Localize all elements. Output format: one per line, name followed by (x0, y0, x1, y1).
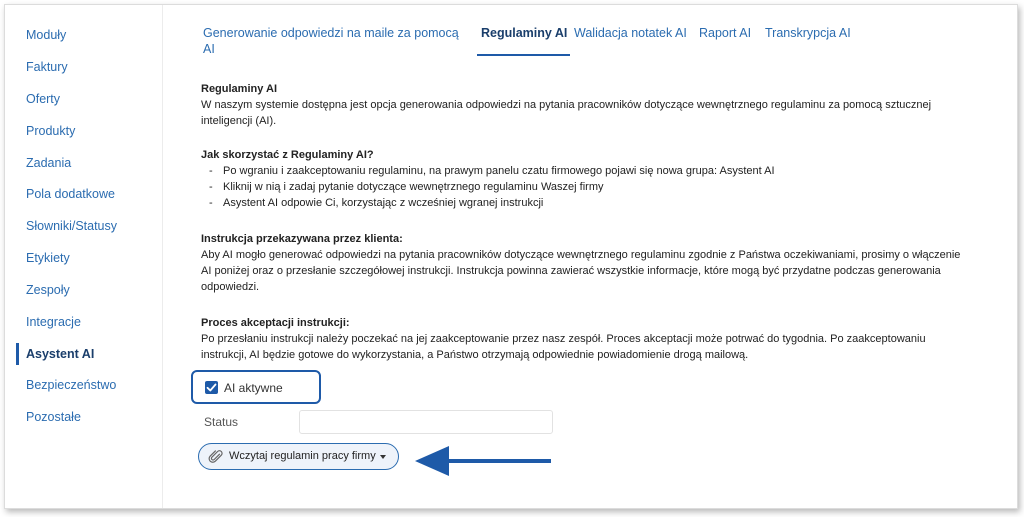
check-icon (206, 382, 217, 393)
sidebar-item-zadania[interactable]: Zadania (26, 156, 72, 170)
section-title: Jak skorzystać z Regulaminy AI? (201, 149, 374, 161)
sidebar-item-bezpieczenstwo[interactable]: Bezpieczeństwo (26, 378, 117, 392)
app-window (4, 4, 1018, 509)
tab-walidacja-notatek[interactable]: Walidacja notatek AI (574, 26, 687, 40)
section-title: Regulaminy AI (201, 83, 277, 95)
active-tab-indicator (477, 54, 570, 56)
sidebar-item-oferty[interactable]: Oferty (26, 92, 61, 106)
status-label: Status (204, 415, 239, 429)
ai-active-label: AI aktywne (224, 381, 283, 395)
sidebar-item-asystent-ai[interactable]: Asystent AI (17, 343, 94, 365)
status-field[interactable] (299, 410, 553, 434)
tab-generowanie-odpowiedzi[interactable]: Generowanie odpowiedzi na maile za pomocą AI (203, 26, 459, 56)
section-process (201, 315, 961, 363)
tab-regulaminy-ai[interactable]: Regulaminy AI (481, 26, 568, 40)
howto-list (201, 163, 961, 211)
tab-transkrypcja-ai[interactable]: Transkrypcja AI (765, 26, 851, 40)
list-item: - Po wgraniu i zaakceptowaniu regulaminu, na prawym panelu czatu firmowego pojawi się nowa grupa: Asystent AI (201, 163, 961, 179)
section-text: Aby AI mogło generować odpowiedzi na pytania pracowników dotyczące wewnętrznego regulaminu zgodnie z Państwa oczekiwaniami, prosimy o włączenie AI poniżej oraz o przesłanie szczegółowej instrukcji. Instrukcja powinna zawierać wszystkie informacje, które mogą być przydatne podczas generowania odpowiedzi. (201, 249, 961, 293)
sidebar-item-slowniki-statusy[interactable]: Słowniki/Statusy (26, 219, 118, 233)
tab-raport-ai[interactable]: Raport AI (699, 26, 752, 40)
section-text: Po przesłaniu instrukcji należy poczekać na jej zaakceptowanie przez nasz zespół. Proces akceptacji może potrwać do tygodnia. Po zaakceptowaniu instrukcji, AI będzie gotowe do wykorzystania, a Państwo otrzymają odpowiednie powiadomienie drogą mailową. (201, 333, 926, 361)
ai-active-checkbox[interactable] (205, 381, 218, 394)
paperclip-icon (208, 450, 224, 464)
ai-active-highlight (191, 370, 321, 404)
list-item: - Asystent AI odpowie Ci, korzystając z wcześniej wgranej instrukcji (201, 195, 961, 211)
section-howto (201, 147, 961, 211)
section-intro (201, 81, 961, 129)
sidebar-item-zespoly[interactable]: Zespoły (26, 283, 70, 297)
list-item: - Kliknij w nią i zadaj pytanie dotyczące wewnętrznego regulaminu Waszej firmy (201, 179, 961, 195)
section-title: Proces akceptacji instrukcji: (201, 317, 350, 329)
upload-regulation-button[interactable] (198, 443, 399, 470)
annotation-arrow-icon (415, 440, 555, 482)
section-instruction (201, 231, 961, 295)
sidebar-item-faktury[interactable]: Faktury (26, 60, 68, 74)
sidebar-item-etykiety[interactable]: Etykiety (26, 251, 70, 265)
sidebar-item-produkty[interactable]: Produkty (26, 124, 76, 138)
sidebar (5, 5, 163, 508)
sidebar-item-integracje[interactable]: Integracje (26, 315, 81, 329)
sidebar-item-pola-dodatkowe[interactable]: Pola dodatkowe (26, 187, 115, 201)
chevron-down-icon (380, 455, 386, 459)
sidebar-item-pozostale[interactable]: Pozostałe (26, 410, 81, 424)
section-text: W naszym systemie dostępna jest opcja generowania odpowiedzi na pytania pracowników dotyczące wewnętrznego regulaminu za pomocą sztucznej inteligencji (AI). (201, 99, 932, 127)
upload-button-label: Wczytaj regulamin pracy firmy (229, 450, 376, 462)
section-title: Instrukcja przekazywana przez klienta: (201, 233, 403, 245)
sidebar-item-moduly[interactable]: Moduły (26, 28, 67, 42)
